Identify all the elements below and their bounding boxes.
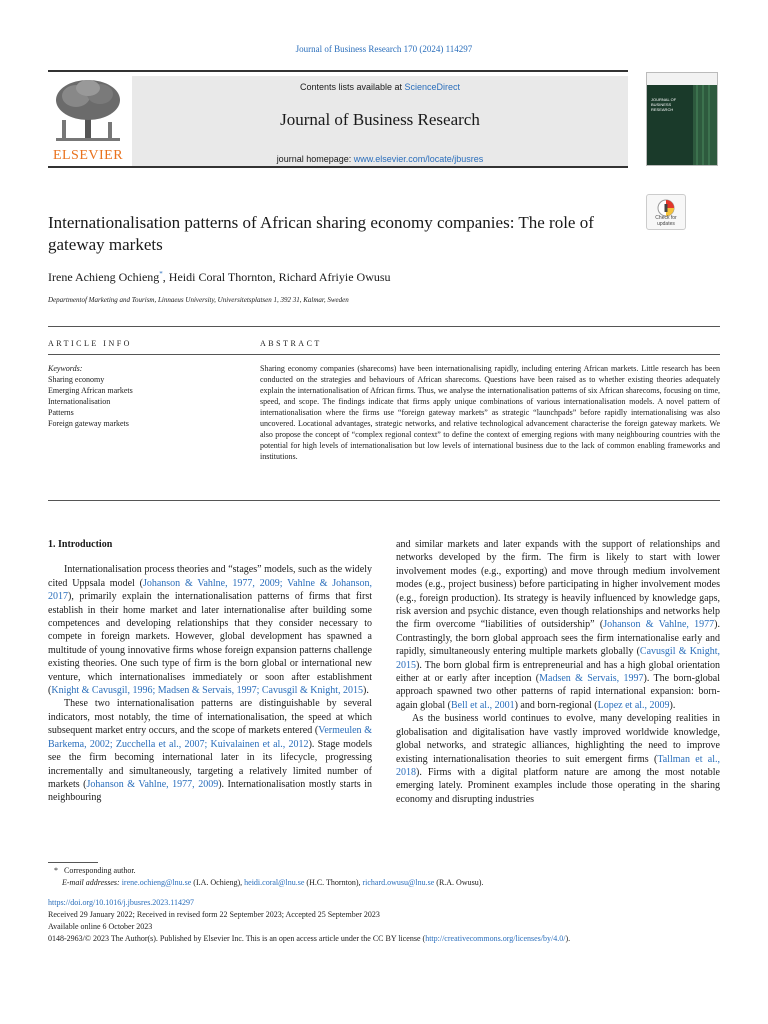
keyword-item: Internationalisation — [48, 397, 111, 406]
keyword-item: Foreign gateway markets — [48, 419, 129, 428]
body-text: ). The born-global approach spawned two other patterns of rapid international expansion: born-again global ( — [396, 673, 720, 711]
body-text: and similar markets and later expands with the support of relationships and networks developed by the firm. The firm is likely to start with lower involvement modes (e.g., exporting) and move through medium involvement modes (e.g., project business) before participating in higher involvement modes (e.g., foreign production). Its strategy is heavily influenced by knowledge gaps, risk aversion and psychic distance, even though relationships and networks help the firm overcome “liabilities of outsidership” ( — [396, 539, 720, 631]
corresponding-author-note — [48, 865, 483, 877]
email-owner: (H.C. Thornton), — [304, 878, 363, 887]
article-title: Internationalisation patterns of African sharing economy companies: The role of gateway markets — [48, 213, 594, 254]
keywords-list — [48, 363, 133, 429]
citation-link[interactable]: Johanson & Vahlne, 1977, 2009; Vahlne & Johanson, 2017 — [48, 577, 372, 603]
publisher-name: ELSEVIER — [52, 148, 124, 163]
check-for-updates-badge[interactable] — [646, 194, 686, 230]
keyword-item: Patterns — [48, 408, 74, 417]
article-info-heading: ARTICLE INFO — [48, 339, 132, 348]
masthead-panel — [132, 76, 628, 166]
keywords-label: Keywords: — [48, 364, 83, 373]
body-text: ). Internationalisation mostly starts in neighbouring — [48, 778, 372, 804]
check-for-updates-line1: Check for — [655, 215, 677, 221]
abstract-heading: ABSTRACT — [260, 339, 322, 348]
email-label: E-mail addresses: — [62, 878, 122, 887]
author-affiliation: Departmentof Marketing and Tourism, Linnaeus University, Universitetsplatsen 1, 392 31, Kalmar, Sweden — [48, 296, 349, 304]
citation-link[interactable]: Johanson & Vahlne, 1977, 2009 — [86, 778, 219, 790]
body-paragraph — [396, 712, 720, 806]
body-text: ). Stage models see the firm becoming international later in its lifecycle, progressing incrementally and simultaneously, targeting a relatively limited number of markets ( — [48, 738, 372, 790]
tree-icon — [48, 76, 128, 146]
received-dates: Received 29 January 2022; Received in revised form 22 September 2023; Accepted 25 September 2023 — [48, 910, 380, 919]
section-heading: 1. Introduction — [48, 539, 113, 550]
body-paragraph — [396, 538, 720, 712]
body-column-right — [396, 538, 720, 806]
available-online: Available online 6 October 2023 — [48, 922, 153, 931]
footnote-divider — [48, 862, 98, 863]
citation-link[interactable]: Madsen & Servais, 1997 — [539, 673, 644, 685]
citation-link[interactable]: Bell et al., 2001 — [450, 699, 515, 711]
homepage-prefix: journal homepage: — [276, 154, 354, 164]
body-paragraph — [48, 563, 372, 697]
contents-prefix: Contents lists available at — [299, 82, 405, 92]
divider — [48, 500, 720, 501]
elsevier-logo[interactable] — [48, 76, 128, 166]
cover-title: JOURNAL OF BUSINESS RESEARCH — [651, 97, 677, 112]
footnote-mark: * — [54, 866, 58, 875]
check-for-updates-line2: updates — [657, 221, 675, 227]
author-name[interactable]: Heidi Coral Thornton — [168, 270, 273, 284]
check-for-updates-label — [647, 215, 685, 227]
body-text: ) and born-regional ( — [514, 699, 598, 711]
journal-homepage — [132, 154, 628, 164]
email-link[interactable]: heidi.coral@lnu.se — [244, 878, 305, 887]
body-text: Internationalisation process theories and “stages” models, such as the widely cited Uppsala model ( — [48, 564, 372, 589]
citation-link[interactable]: Johanson & Vahlne, 1977 — [603, 619, 715, 631]
citation-link[interactable]: Knight & Cavusgil, 1996; Madsen & Servais, 1997; Cavusgil & Knight, 2015 — [51, 685, 364, 697]
divider — [48, 326, 720, 327]
body-text: As the business world continues to evolve, many developing realities in globalisation and digitalisation have vastly improved worldwide knowledge, global networks, and strategic alliances, highlighting the need to improve existing internationalisation theories to suit emergent firms ( — [396, 713, 720, 765]
doi-link[interactable]: https://doi.org/10.1016/j.jbusres.2023.114297 — [48, 898, 195, 907]
author-name[interactable]: Irene Achieng Ochieng — [48, 270, 160, 284]
email-owner: (I.A. Ochieng), — [191, 878, 245, 887]
journal-cover-thumbnail[interactable] — [646, 72, 718, 166]
citation-link[interactable]: Vermeulen & Barkema, 2002; Zucchella et al., 2007; Kuivalainen et al., 2012 — [48, 725, 372, 750]
license-text: ). — [565, 934, 571, 943]
email-addresses — [48, 877, 483, 889]
body-text: ). The born global firm is entrepreneurial and has a high global orientation either at or early after inception ( — [396, 659, 720, 685]
contents-availability — [132, 82, 628, 92]
footnotes — [48, 865, 483, 889]
keyword-item: Sharing economy — [48, 375, 105, 384]
email-link[interactable]: richard.owusu@lnu.se — [362, 878, 435, 887]
corresponding-label: Corresponding author. — [64, 866, 136, 875]
license-link[interactable]: http://creativecommons.org/licenses/by/4.0/ — [425, 934, 566, 943]
body-text: ). Contrastingly, the born global approach sees the firm internationalise early and rapidly, simultaneously entering multiple markets globally ( — [396, 619, 721, 658]
body-text: ), primarily explain the internationalisation patterns of firms that first establish in their home market and later internationalise after building some competences and developing relationships that they consider necessary to compete in foreign markets. However, global development has spawned a multitude of young innovative firms whose foreign expansion patterns challenge existing theories. One such type of firm is the born global or international new venture, which internationalises immediately or soon after establishment ( — [48, 591, 372, 697]
body-text: ). — [669, 699, 676, 711]
license-statement — [48, 933, 728, 945]
homepage-link[interactable]: www.elsevier.com/locate/jbusres — [353, 154, 484, 164]
body-text: These two internationalisation patterns are distinguishable by several indicators, most notably, the time of internationalisation, the speed at which subsequent market entry occurs, and the scope of markets entered ( — [48, 698, 372, 737]
body-text: ). Firms with a digital platform nature are among the most notable emerging lately. Prominent examples include those operating in the sharing economy and disrupting industries — [396, 766, 720, 805]
publication-info — [48, 897, 728, 945]
abstract-text: Sharing economy companies (sharecoms) have been internationalising rapidly, including entering African markets. Little research has been conducted on the strategies and behaviours of African sharecoms. Questions have been raised as to whether existing theories adequately explain the internationalisation of African firms. Thus, we analyse the internationalisation patterns of six African sharecoms, focusing on time, speed, and scope. The findings indicate that firms apply unique combinations of various internationalisation models. A novel pattern of internationalisation where the firms use “foreign gateway markets” as strategic “launchpads” before rapidly internationalising was also uncovered. Locational advantages, strategic networks, and relative technological advancement characterise the foreign gateway markets. We also propose the concept of “complex regional context” to define the context of emerging regions with many neighbouring countries with the potential for high levels of internationalisation but low levels of international business due to the lack of common enabling frameworks and institutions. — [260, 364, 720, 461]
journal-reference-link[interactable]: Journal of Business Research 170 (2024) 114297 — [295, 44, 473, 54]
citation-link[interactable]: Cavusgil & Knight, 2015 — [396, 646, 720, 671]
journal-name: Journal of Business Research — [280, 110, 480, 129]
citation-link[interactable]: Tallman et al., 2018 — [396, 753, 720, 778]
keyword-item: Emerging African markets — [48, 386, 133, 395]
divider — [48, 354, 720, 355]
email-link[interactable]: irene.ochieng@lnu.se — [121, 878, 192, 887]
license-text: 0148-2963/© 2023 The Author(s). Published by Elsevier Inc. This is an open access article under the CC BY license ( — [48, 934, 426, 943]
author-name[interactable]: Richard Afriyie Owusu — [278, 270, 391, 284]
email-owner: (R.A. Owusu). — [434, 878, 484, 887]
journal-masthead — [48, 70, 628, 168]
body-column-left — [48, 538, 372, 805]
body-text: ). — [363, 685, 369, 697]
cover-top-band — [647, 73, 717, 85]
corresponding-author-mark[interactable]: * — [159, 270, 163, 278]
body-paragraph — [48, 697, 372, 804]
author-list: Irene Achieng Ochieng*, Heidi Coral Thornton, Richard Afriyie Owusu — [48, 270, 391, 284]
citation-link[interactable]: Lopez et al., 2009 — [597, 699, 670, 711]
sciencedirect-link[interactable]: ScienceDirect — [404, 82, 461, 92]
